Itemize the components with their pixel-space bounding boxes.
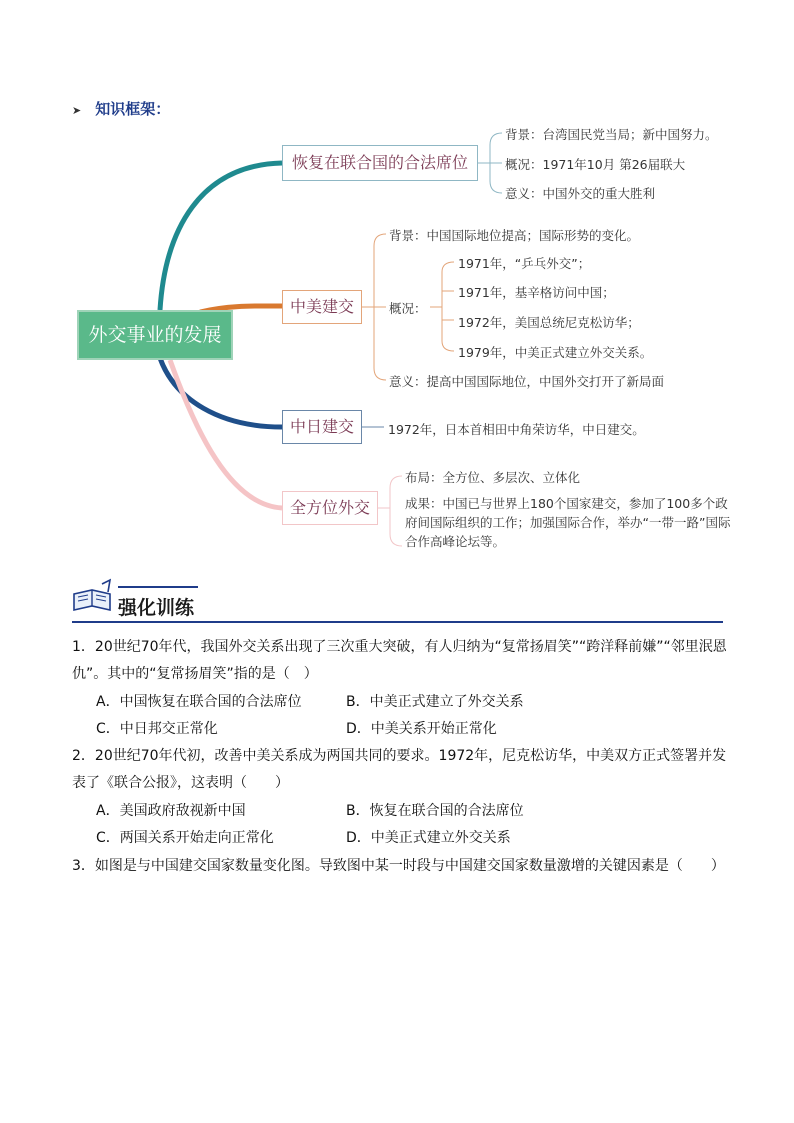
branch2-event-3: 1972年，美国总统尼克松访华；	[458, 315, 640, 330]
branch-un-seat: 恢复在联合国的合法席位	[282, 145, 478, 181]
question-2-option-b: B．恢复在联合国的合法席位	[346, 803, 524, 819]
branch-china-japan: 中日建交	[282, 410, 362, 444]
training-title: 强化训练	[118, 597, 195, 619]
question-3-stem: 3．如图是与中国建交国家数量变化图。导致图中某一时段与中国建交国家数量激增的关键因素是（ ）	[72, 858, 725, 874]
section-title-text: 知识框架：	[95, 100, 171, 118]
bracket-4	[378, 476, 402, 546]
bracket-1	[478, 133, 502, 193]
open-book-icon	[74, 580, 110, 610]
branch1-overview: 概况：1971年10月 第26届联大	[505, 157, 686, 172]
branch2-significance: 意义：提高中国国际地位，中国外交打开了新局面	[389, 374, 665, 389]
branch2-background: 背景：中国国际地位提高；国际形势的变化。	[389, 228, 640, 243]
branch2-event-4: 1979年，中美正式建立外交关系。	[458, 345, 653, 360]
branch4-layout: 布局：全方位、多层次、立体化	[405, 470, 581, 485]
question-2-option-c: C．两国关系开始走向正常化	[96, 830, 274, 846]
question-1-option-d: D．中美关系开始正常化	[346, 721, 497, 737]
branch2-event-2: 1971年，基辛格访问中国；	[458, 285, 615, 300]
question-1-option-c: C．中日邦交正常化	[96, 721, 218, 737]
question-1-stem-line1: 1．20世纪70年代，我国外交关系出现了三次重大突破，有人归纳为“复常扬眉笑”“跨洋释前嫌”“邻里泯恩	[72, 639, 727, 655]
branch2-event-1: 1971年，“乒乓外交”；	[458, 256, 591, 271]
question-1-stem-line2: 仇”。其中的“复常扬眉笑”指的是（ ）	[72, 666, 318, 682]
branch-omnidirectional: 全方位外交	[282, 491, 378, 525]
question-1-option-b: B．中美正式建立了外交关系	[346, 694, 524, 710]
branch3-item: 1972年，日本首相田中角荣访华，中日建交。	[388, 422, 645, 437]
branch-curve-4	[170, 360, 282, 508]
question-2-option-d: D．中美正式建立外交关系	[346, 830, 511, 846]
question-2-stem-line2: 表了《联合公报》，这表明（ ）	[72, 775, 289, 791]
training-divider	[72, 621, 723, 623]
branch2-overview-label: 概况：	[389, 301, 427, 316]
mindmap-root: 外交事业的发展	[77, 310, 233, 360]
question-1-option-a: A．中国恢复在联合国的合法席位	[96, 694, 302, 710]
branch-curve-3	[160, 358, 282, 427]
branch-curve-1	[160, 163, 282, 310]
question-2-option-a: A．美国政府敌视新中国	[96, 803, 246, 819]
branch-china-us: 中美建交	[282, 290, 362, 324]
question-2-stem-line1: 2．20世纪70年代初，改善中美关系成为两国共同的要求。1972年，尼克松访华，中美双方正式签署并发	[72, 748, 727, 764]
branch1-significance: 意义：中国外交的重大胜利	[505, 186, 656, 201]
arrow-bullet-icon: ➤	[72, 104, 82, 117]
branch1-background: 背景：台湾国民党当局；新中国努力。	[505, 127, 718, 142]
branch4-achievement: 成果：中国已与世界上180个国家建交，参加了100多个政府间国际组织的工作；加强国际合作，举办“一带一路”国际合作高峰论坛等。	[405, 496, 731, 549]
training-top-rule	[118, 586, 198, 588]
